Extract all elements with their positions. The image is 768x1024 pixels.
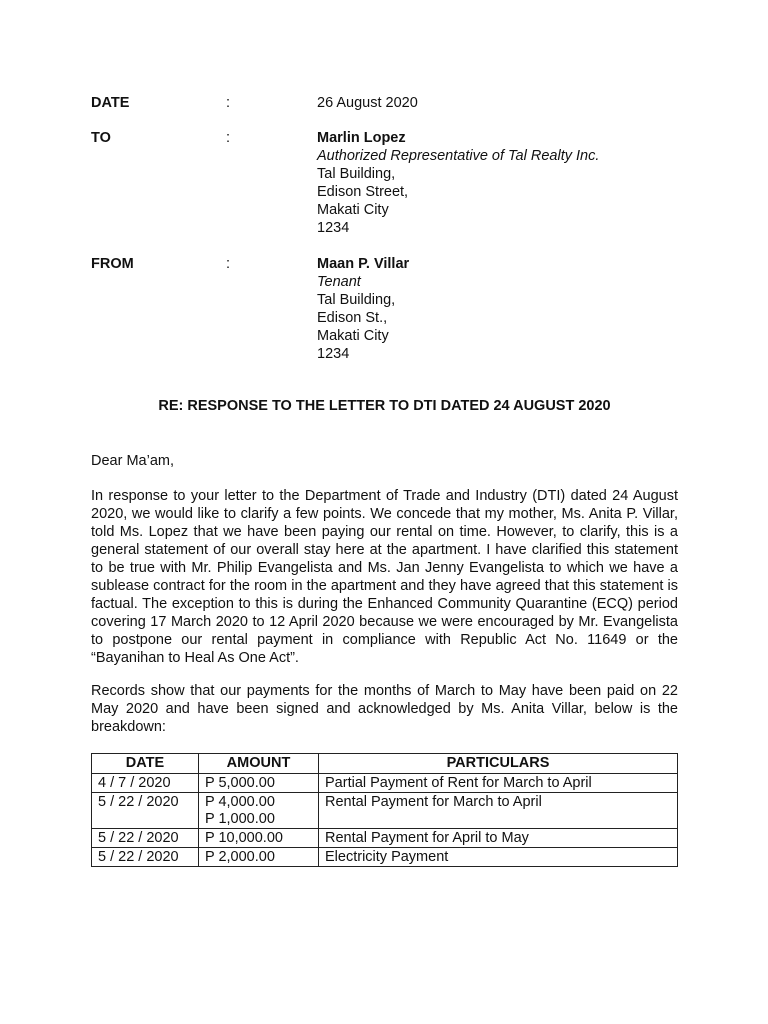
- table-row: [92, 848, 678, 867]
- amount-value: P 10,000.00: [205, 830, 283, 846]
- body-paragraph-2: Records show that our payments for the months of March to May have been paid on 22 May 2020 and have been signed and acknowledged by Ms. Anita Villar, below is the breakdown:: [91, 683, 678, 735]
- header-date: DATE: [92, 754, 199, 774]
- amount-value: P 5,000.00: [205, 775, 275, 791]
- table-row: [92, 829, 678, 848]
- table-header-row: [92, 754, 678, 774]
- to-address-line: Makati City: [317, 202, 389, 218]
- table-row: [92, 774, 678, 793]
- from-address-line: Tal Building,: [317, 292, 396, 308]
- date-colon: :: [226, 95, 231, 111]
- from-name: Maan P. Villar: [317, 256, 410, 272]
- from-address-line: Makati City: [317, 328, 389, 344]
- cell-amount: [199, 829, 319, 848]
- from-colon: :: [226, 256, 231, 272]
- to-title: Authorized Representative of Tal Realty Inc.: [317, 148, 600, 164]
- to-address-line: Tal Building,: [317, 166, 396, 182]
- cell-particulars: Electricity Payment: [319, 848, 678, 867]
- cell-date: 5 / 22 / 2020: [92, 848, 199, 867]
- salutation: Dear Ma’am,: [91, 453, 174, 469]
- to-address-line: 1234: [317, 220, 350, 236]
- from-label: FROM: [91, 256, 134, 272]
- cell-amount: [199, 774, 319, 793]
- amount-value: P 1,000.00: [205, 811, 275, 827]
- from-sender-block: [317, 255, 697, 363]
- to-address-line: Edison Street,: [317, 184, 409, 200]
- date-label: DATE: [91, 95, 130, 111]
- cell-particulars: Partial Payment of Rent for March to April: [319, 774, 678, 793]
- from-title: Tenant: [317, 274, 361, 290]
- table-row: [92, 793, 678, 829]
- payment-breakdown-table: [91, 753, 678, 867]
- cell-particulars: Rental Payment for March to April: [319, 793, 678, 829]
- cell-date: 5 / 22 / 2020: [92, 793, 199, 829]
- to-label: TO: [91, 130, 111, 146]
- body-paragraph-1: In response to your letter to the Department of Trade and Industry (DTI) dated 24 August 2020, we would like to clarify a few points. We concede that my mother, Ms. Anita P. Villar, told Ms. Lopez that we have been paying our rental on time. However, to clarify, this is a general statement of our overall stay here at the apartment. I have clarified this statement to be true with Mr. Philip Evangelista and Ms. Jan Jenny Evangelista to which we have a sublease contract for the room in the apartment and they have agreed that this statement is factual. The exception to this is during the Enhanced Community Quarantine (ECQ) period covering 17 March 2020 to 12 April 2020 because we were encouraged by Mr. Evangelista to postpone our rental payment in compliance with Republic Act No. 11649 or the “Bayanihan to Heal As One Act”.: [91, 488, 678, 666]
- amount-value: P 4,000.00: [205, 794, 275, 810]
- from-address-line: 1234: [317, 346, 350, 362]
- to-colon: :: [226, 130, 231, 146]
- date-value: 26 August 2020: [317, 95, 418, 111]
- subject-line: RE: RESPONSE TO THE LETTER TO DTI DATED 24 AUGUST 2020: [158, 398, 611, 414]
- cell-amount: [199, 848, 319, 867]
- cell-date: 4 / 7 / 2020: [92, 774, 199, 793]
- to-name: Marlin Lopez: [317, 130, 406, 146]
- to-recipient-block: [317, 129, 697, 237]
- cell-particulars: Rental Payment for April to May: [319, 829, 678, 848]
- amount-value: P 2,000.00: [205, 849, 275, 865]
- from-address-line: Edison St.,: [317, 310, 388, 326]
- cell-date: 5 / 22 / 2020: [92, 829, 199, 848]
- cell-amount: [199, 793, 319, 829]
- header-particulars: PARTICULARS: [319, 754, 678, 774]
- header-amount: AMOUNT: [199, 754, 319, 774]
